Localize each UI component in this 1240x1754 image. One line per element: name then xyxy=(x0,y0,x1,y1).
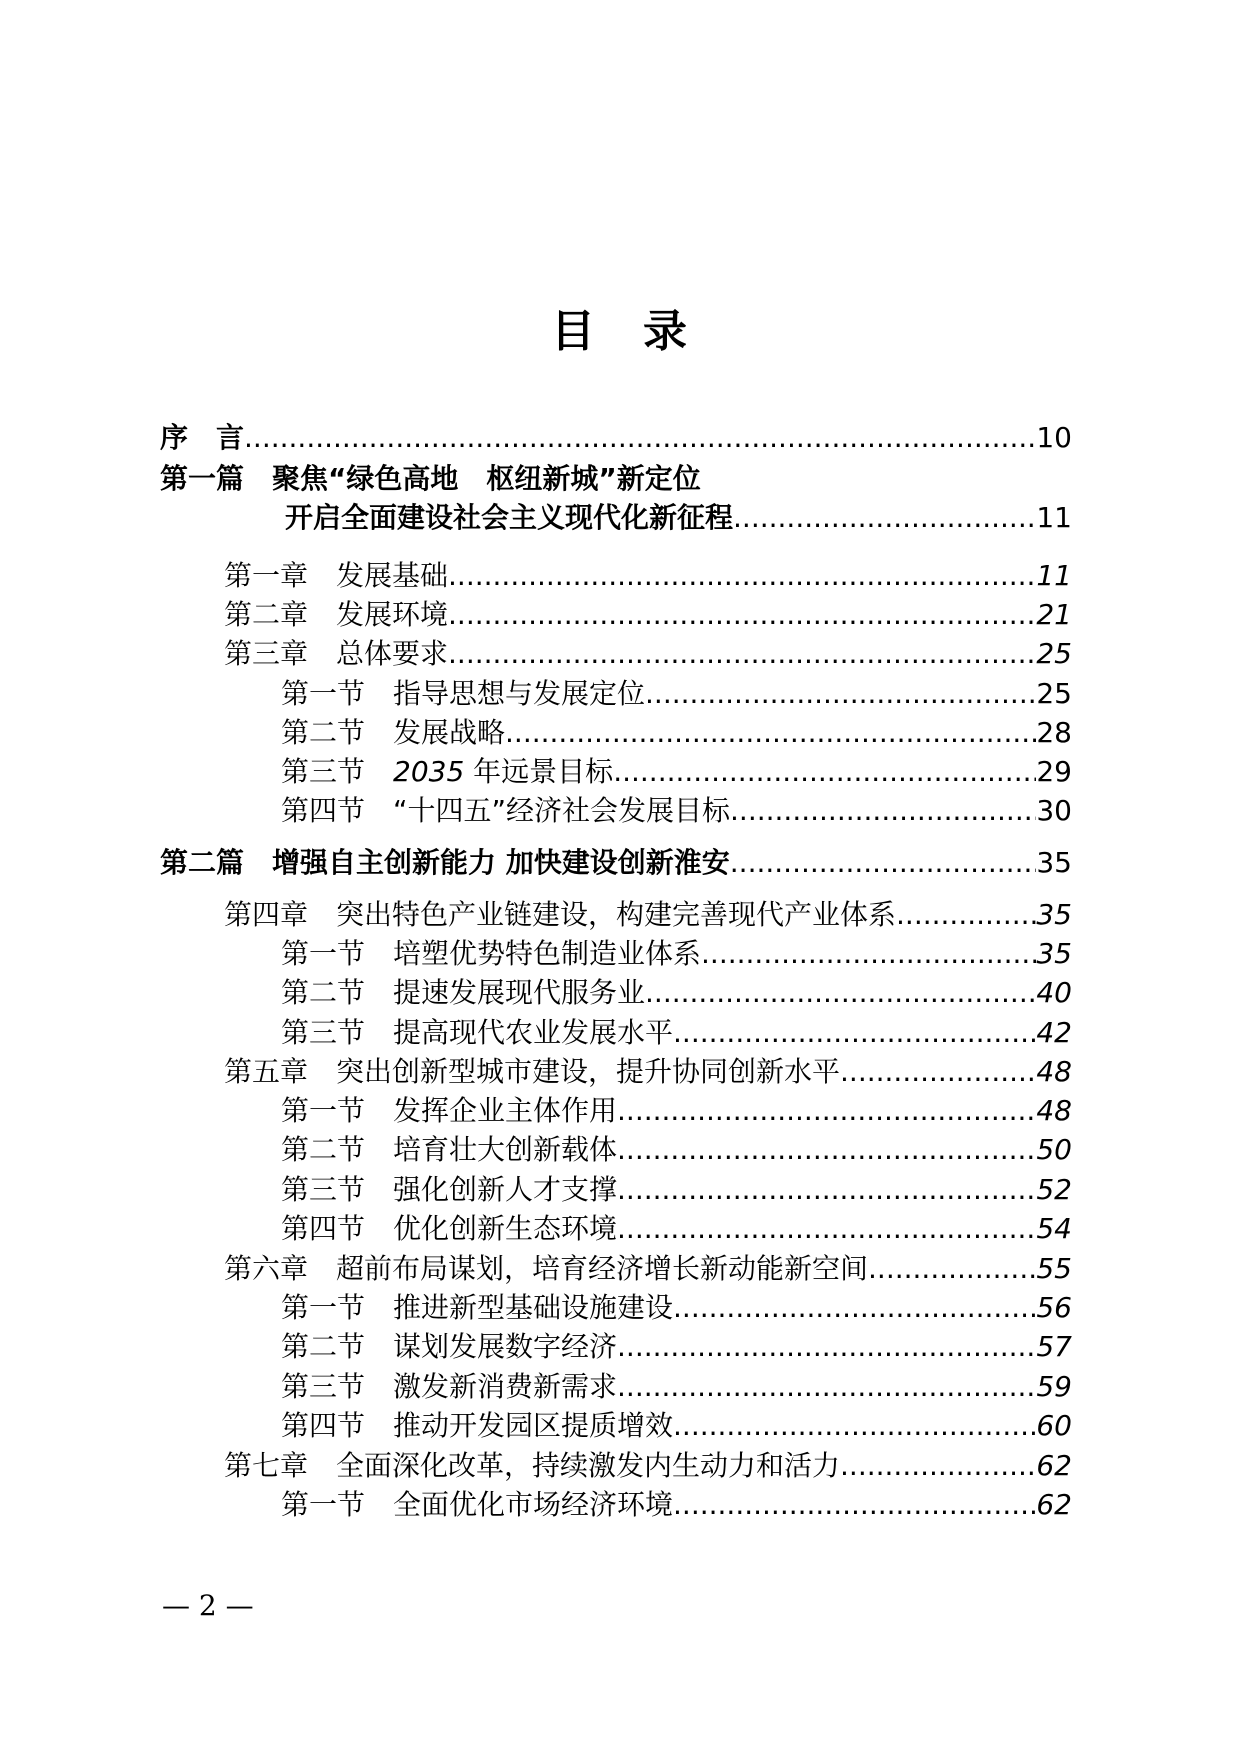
toc-entry-label: 第二章 发展环境 xyxy=(224,598,449,631)
toc-entry-section[interactable] xyxy=(160,793,1072,829)
toc-entry-page: 35 xyxy=(1036,937,1072,970)
dot-leader xyxy=(673,1015,1036,1051)
toc-entry-page: 54 xyxy=(1036,1212,1072,1245)
dot-leader xyxy=(645,975,1036,1011)
toc-entry-preface[interactable] xyxy=(160,420,1072,456)
toc-entry-label-suffix: 年远景目标 xyxy=(464,755,614,788)
toc-entry-label: 第三节 提高现代农业发展水平 xyxy=(281,1016,674,1049)
toc-entry-section[interactable] xyxy=(160,676,1072,712)
toc-entry-page: 60 xyxy=(1036,1409,1072,1442)
toc-entry-section[interactable] xyxy=(160,1408,1072,1444)
toc-entry-label-year: 2035 xyxy=(393,755,465,788)
dot-leader xyxy=(617,1172,1036,1208)
dot-leader xyxy=(244,420,1036,456)
toc-entry-page: 56 xyxy=(1036,1291,1072,1324)
dot-leader xyxy=(617,1369,1036,1405)
toc-entry-section[interactable] xyxy=(160,754,1072,790)
toc-entry-section[interactable] xyxy=(160,1132,1072,1168)
dot-leader xyxy=(896,897,1036,933)
toc-entry-page: 62 xyxy=(1036,1488,1072,1521)
toc-entry-page: 35 xyxy=(1036,898,1072,931)
toc-entry-label: 第一节 全面优化市场经济环境 xyxy=(281,1488,674,1521)
toc-entry-label: 第五章 突出创新型城市建设，提升协同创新水平 xyxy=(224,1055,841,1088)
toc-entry-label: 第四节 推动开发园区提质增效 xyxy=(281,1409,674,1442)
toc-entry-label: 第六章 超前布局谋划，培育经济增长新动能新空间 xyxy=(224,1252,869,1285)
toc-entry-page: 48 xyxy=(1036,1055,1072,1088)
toc-entry-page: 29 xyxy=(1036,755,1072,788)
toc-entry-chapter-5[interactable] xyxy=(160,1054,1072,1090)
toc-entry-section[interactable] xyxy=(160,1369,1072,1405)
dot-leader xyxy=(730,793,1036,829)
toc-entry-page: 42 xyxy=(1036,1016,1072,1049)
dot-leader xyxy=(613,754,1036,790)
dot-leader xyxy=(645,676,1036,712)
dot-leader xyxy=(448,636,1036,672)
toc-entry-label-prefix: 第三节 xyxy=(281,755,394,788)
toc-entry-section[interactable] xyxy=(160,1329,1072,1365)
toc-entry-page: 10 xyxy=(1036,421,1072,454)
toc-entry-chapter-2[interactable] xyxy=(160,597,1072,633)
toc-entry-label: 第三节 激发新消费新需求 xyxy=(281,1370,618,1403)
dot-leader xyxy=(868,1251,1036,1287)
toc-entry-label: 序 言 xyxy=(160,421,245,454)
page-number-footer: — 2 — xyxy=(162,1589,254,1622)
toc-entry-page: 25 xyxy=(1036,637,1072,670)
toc-entry-label: 第一章 发展基础 xyxy=(224,559,449,592)
toc-entry-label: 第二节 谋划发展数字经济 xyxy=(281,1330,618,1363)
toc-entry-page: 55 xyxy=(1036,1252,1072,1285)
dot-leader xyxy=(673,1487,1036,1523)
toc-entry-page: 59 xyxy=(1036,1370,1072,1403)
dot-leader xyxy=(673,1290,1036,1326)
toc-entry-label: 第三章 总体要求 xyxy=(224,637,449,670)
dot-leader xyxy=(840,1054,1036,1090)
toc-entry-section[interactable] xyxy=(160,1015,1072,1051)
toc-entry-label: 第四章 突出特色产业链建设，构建完善现代产业体系 xyxy=(224,898,897,931)
page-title: 目 录 xyxy=(551,306,689,357)
dot-leader xyxy=(617,1211,1036,1247)
toc-entry-page: 48 xyxy=(1036,1094,1072,1127)
toc-entry-page: 40 xyxy=(1036,976,1072,1009)
toc-entry-section[interactable] xyxy=(160,975,1072,1011)
toc-entry-section[interactable] xyxy=(160,1093,1072,1129)
table-of-contents xyxy=(160,0,1072,1754)
toc-entry-page: 52 xyxy=(1036,1173,1072,1206)
toc-entry-part-1[interactable] xyxy=(160,500,1072,536)
toc-entry-page: 21 xyxy=(1036,598,1072,631)
toc-entry-label xyxy=(281,754,613,790)
toc-entry-section[interactable] xyxy=(160,1172,1072,1208)
toc-entry-part-1-head[interactable] xyxy=(160,461,1072,497)
toc-entry-label: 第一节 指导思想与发展定位 xyxy=(281,677,646,710)
dot-leader xyxy=(840,1448,1036,1484)
toc-entry-section[interactable] xyxy=(160,936,1072,972)
toc-entry-chapter-7[interactable] xyxy=(160,1448,1072,1484)
toc-entry-label: 第三节 强化创新人才支撑 xyxy=(281,1173,618,1206)
toc-entry-page: 50 xyxy=(1036,1133,1072,1166)
toc-entry-section[interactable] xyxy=(160,715,1072,751)
dot-leader xyxy=(505,715,1036,751)
toc-entry-chapter-4[interactable] xyxy=(160,897,1072,933)
toc-entry-page: 11 xyxy=(1036,559,1072,592)
dot-leader xyxy=(673,1408,1036,1444)
toc-entry-label: 第七章 全面深化改革，持续激发内生动力和活力 xyxy=(224,1449,841,1482)
toc-entry-label: 第一节 推进新型基础设施建设 xyxy=(281,1291,674,1324)
toc-entry-page: 35 xyxy=(1036,846,1072,879)
toc-entry-part-2[interactable] xyxy=(160,845,1072,881)
dot-leader xyxy=(617,1329,1036,1365)
toc-entry-label: 第四节 优化创新生态环境 xyxy=(281,1212,618,1245)
toc-entry-page: 30 xyxy=(1036,794,1072,827)
toc-entry-label: 第二节 发展战略 xyxy=(281,716,506,749)
dot-leader xyxy=(617,1132,1036,1168)
dot-leader xyxy=(617,1093,1036,1129)
toc-entry-page: 28 xyxy=(1036,716,1072,749)
dot-leader xyxy=(448,558,1036,594)
dot-leader xyxy=(733,500,1036,536)
toc-entry-chapter-6[interactable] xyxy=(160,1251,1072,1287)
toc-entry-page: 57 xyxy=(1036,1330,1072,1363)
toc-entry-label: 第一篇 聚焦“绿色高地 枢纽新城”新定位 xyxy=(160,462,701,495)
toc-entry-label: 第四节 “十四五”经济社会发展目标 xyxy=(281,794,731,827)
dot-leader xyxy=(448,597,1036,633)
toc-entry-label: 第二节 提速发展现代服务业 xyxy=(281,976,646,1009)
toc-entry-label: 第一节 发挥企业主体作用 xyxy=(281,1094,618,1127)
toc-entry-chapter-1[interactable] xyxy=(160,558,1072,594)
toc-entry-section[interactable] xyxy=(160,1487,1072,1523)
toc-entry-page: 62 xyxy=(1036,1449,1072,1482)
toc-entry-page: 11 xyxy=(1036,501,1072,534)
toc-entry-page: 25 xyxy=(1036,677,1072,710)
dot-leader xyxy=(701,936,1036,972)
dot-leader xyxy=(730,845,1037,881)
toc-entry-section[interactable] xyxy=(160,1211,1072,1247)
toc-entry-section[interactable] xyxy=(160,1290,1072,1326)
toc-entry-label: 第一节 培塑优势特色制造业体系 xyxy=(281,937,702,970)
toc-entry-label: 第二节 培育壮大创新载体 xyxy=(281,1133,618,1166)
toc-entry-label: 第二篇 增强自主创新能力 加快建设创新淮安 xyxy=(160,846,730,879)
toc-entry-label: 开启全面建设社会主义现代化新征程 xyxy=(285,501,734,534)
toc-entry-chapter-3[interactable] xyxy=(160,636,1072,672)
